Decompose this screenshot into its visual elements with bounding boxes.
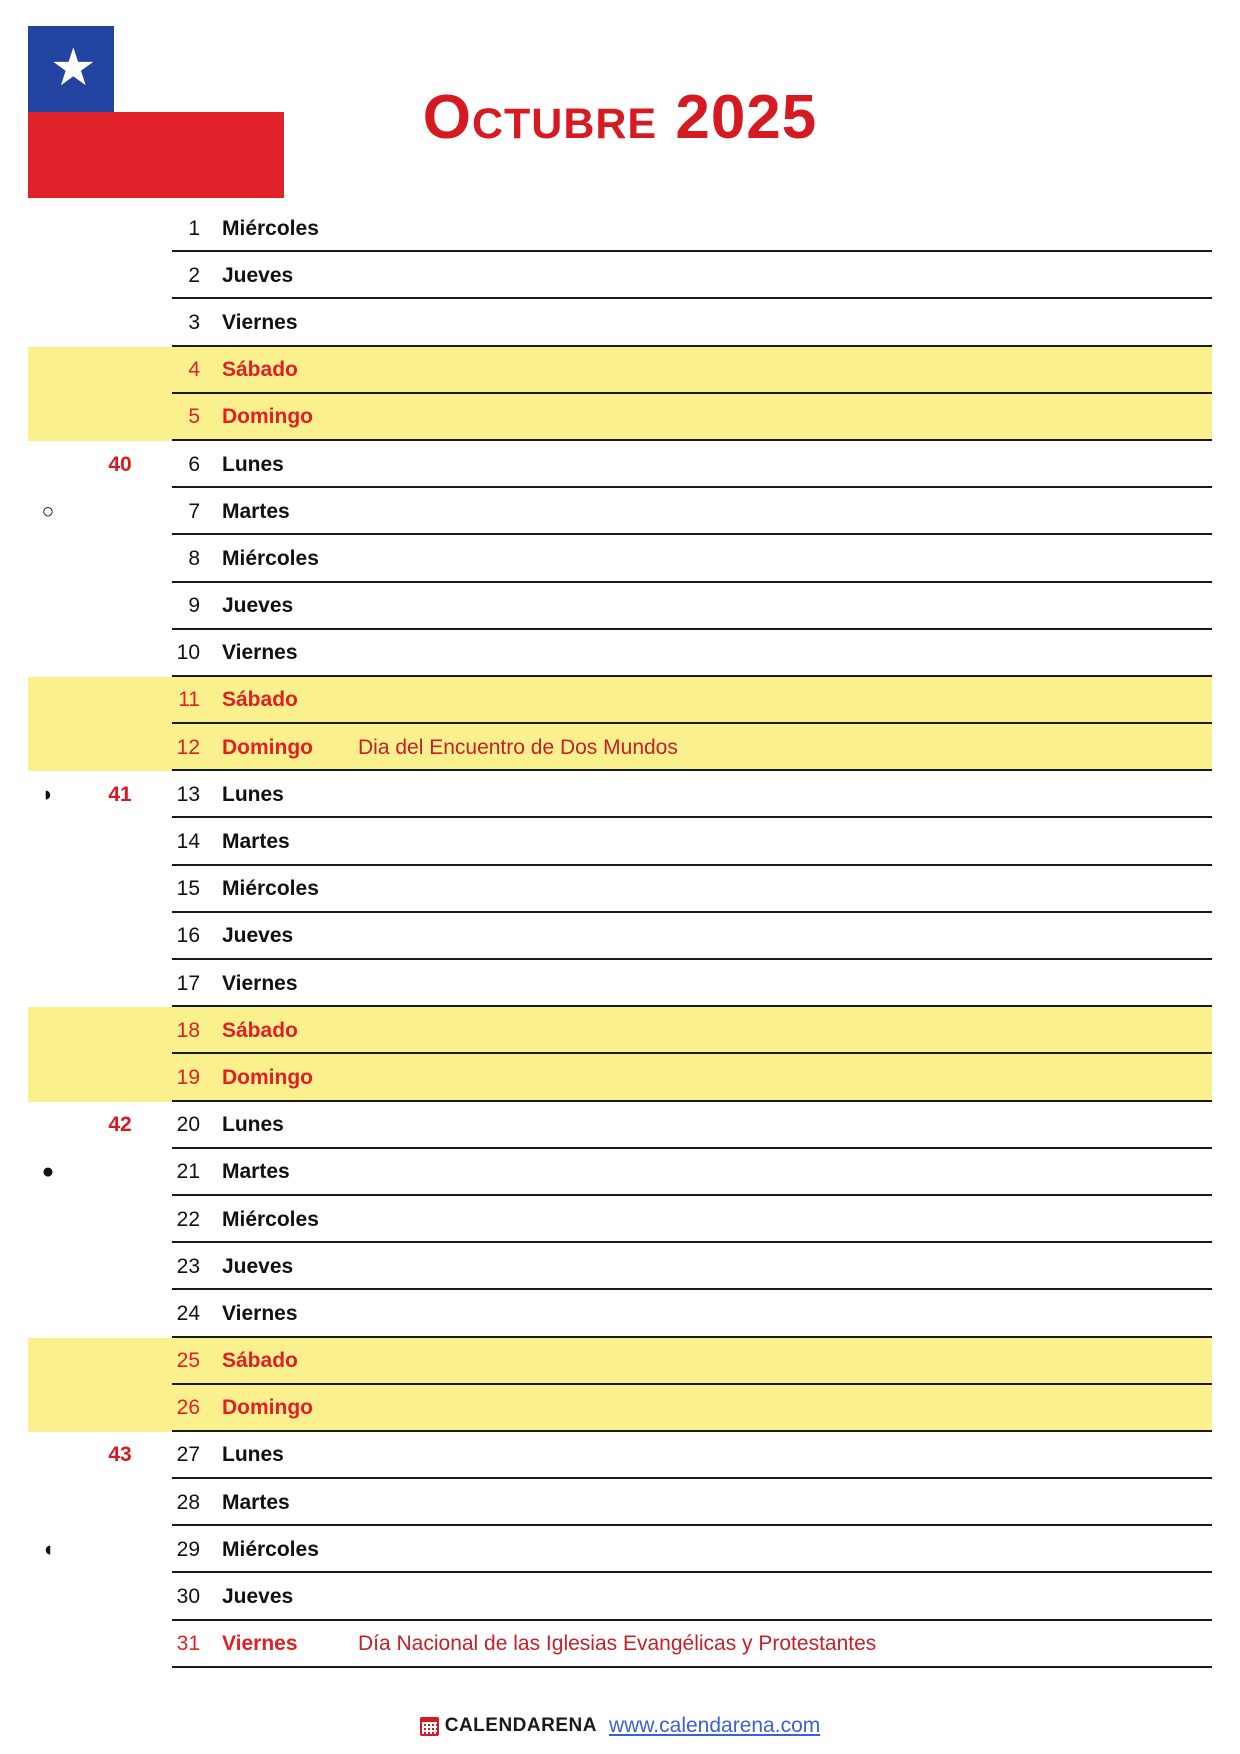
weekday-name: Domingo xyxy=(222,735,313,759)
weekday-name: Viernes xyxy=(222,1301,298,1325)
week-number xyxy=(90,299,150,346)
calendar-row xyxy=(0,960,1240,1007)
calendar-row xyxy=(0,630,1240,677)
weekday-name: Jueves xyxy=(222,1585,294,1609)
day-number: 28 xyxy=(176,1490,200,1514)
week-number xyxy=(90,1054,150,1101)
day-number: 12 xyxy=(176,735,200,759)
weekday-name: Miércoles xyxy=(222,1207,319,1231)
moon-phase-icon xyxy=(28,1385,68,1432)
holiday-note xyxy=(358,1526,1200,1573)
weekday-name: Viernes xyxy=(222,641,298,665)
week-number xyxy=(90,1196,150,1243)
holiday-note xyxy=(358,1149,1200,1196)
week-number xyxy=(90,1290,150,1337)
week-number xyxy=(90,252,150,299)
calendar-row xyxy=(0,205,1240,252)
day-number: 17 xyxy=(176,971,200,995)
holiday-note xyxy=(358,1479,1200,1526)
day-number: 22 xyxy=(176,1207,200,1231)
day-number: 7 xyxy=(188,499,200,523)
calendar-row xyxy=(0,818,1240,865)
holiday-note xyxy=(358,252,1200,299)
calendar-row xyxy=(0,1149,1240,1196)
week-number: 42 xyxy=(108,1113,132,1137)
moon-phase-icon xyxy=(28,299,68,346)
weekday-name: Sábado xyxy=(222,358,298,382)
moon-phase-icon xyxy=(28,347,68,394)
moon-phase-icon xyxy=(28,1432,68,1479)
week-number xyxy=(90,866,150,913)
holiday-note xyxy=(358,1338,1200,1385)
page-footer xyxy=(0,1714,1240,1738)
holiday-note xyxy=(358,1385,1200,1432)
week-number: 40 xyxy=(108,452,132,476)
calendar-row xyxy=(0,1621,1240,1668)
week-number: 41 xyxy=(108,782,132,806)
moon-phase-icon xyxy=(28,441,68,488)
moon-phase-icon xyxy=(28,205,68,252)
holiday-note xyxy=(358,960,1200,1007)
weekday-name: Jueves xyxy=(222,1254,294,1278)
holiday-note xyxy=(358,1432,1200,1479)
holiday-note xyxy=(358,535,1200,582)
week-number xyxy=(90,347,150,394)
weekday-name: Sábado xyxy=(222,1018,298,1042)
calendar-row xyxy=(0,1290,1240,1337)
holiday-note xyxy=(358,299,1200,346)
holiday-note xyxy=(358,441,1200,488)
calendar-row xyxy=(0,394,1240,441)
day-number: 16 xyxy=(176,924,200,948)
day-number: 23 xyxy=(176,1254,200,1278)
website-link[interactable]: www.calendarena.com xyxy=(608,1714,821,1737)
day-number: 3 xyxy=(188,310,200,334)
week-number xyxy=(90,630,150,677)
holiday-note xyxy=(358,394,1200,441)
day-number: 2 xyxy=(188,263,200,287)
calendar-row xyxy=(0,866,1240,913)
day-number: 31 xyxy=(176,1632,200,1656)
holiday-note xyxy=(358,818,1200,865)
calendar-row xyxy=(0,1573,1240,1620)
calendar-row xyxy=(0,1007,1240,1054)
day-number: 29 xyxy=(176,1537,200,1561)
weekday-name: Lunes xyxy=(222,452,284,476)
week-number xyxy=(90,1243,150,1290)
moon-phase-icon: ● xyxy=(41,1160,55,1184)
week-number xyxy=(90,1007,150,1054)
weekday-name: Martes xyxy=(222,499,290,523)
day-number: 9 xyxy=(188,594,200,618)
holiday-note xyxy=(358,488,1200,535)
moon-phase-icon xyxy=(28,1573,68,1620)
calendar-icon xyxy=(420,1717,439,1736)
weekday-name: Miércoles xyxy=(222,1537,319,1561)
day-number: 26 xyxy=(176,1396,200,1420)
week-number xyxy=(90,394,150,441)
moon-phase-icon xyxy=(28,1196,68,1243)
weekday-name: Martes xyxy=(222,1490,290,1514)
week-number xyxy=(90,1149,150,1196)
weekday-name: Viernes xyxy=(222,310,298,334)
week-number: 43 xyxy=(108,1443,132,1467)
day-number: 24 xyxy=(176,1301,200,1325)
moon-phase-icon xyxy=(28,677,68,724)
holiday-note xyxy=(358,583,1200,630)
calendar-row xyxy=(0,1102,1240,1149)
calendar-row xyxy=(0,1054,1240,1101)
moon-phase-icon xyxy=(28,1290,68,1337)
calendar-table xyxy=(0,205,1240,1668)
week-number xyxy=(90,818,150,865)
calendar-row xyxy=(0,724,1240,771)
moon-phase-icon xyxy=(28,724,68,771)
week-number xyxy=(90,1385,150,1432)
moon-phase-icon xyxy=(28,535,68,582)
week-number xyxy=(90,488,150,535)
weekday-name: Jueves xyxy=(222,263,294,287)
calendar-row xyxy=(0,535,1240,582)
moon-phase-icon xyxy=(28,1102,68,1149)
calendar-row xyxy=(0,913,1240,960)
calendar-row xyxy=(0,1338,1240,1385)
calendar-row xyxy=(0,771,1240,818)
holiday-note xyxy=(358,771,1200,818)
holiday-note xyxy=(358,1102,1200,1149)
holiday-note xyxy=(358,347,1200,394)
moon-phase-icon: ◖ xyxy=(41,1537,55,1561)
calendar-row xyxy=(0,252,1240,299)
moon-phase-icon: ○ xyxy=(41,499,55,523)
page-title: Octubre 2025 xyxy=(422,83,818,152)
day-number: 8 xyxy=(188,546,200,570)
day-number: 4 xyxy=(188,358,200,382)
week-number xyxy=(90,724,150,771)
weekday-name: Lunes xyxy=(222,782,284,806)
week-number xyxy=(90,1526,150,1573)
moon-phase-icon xyxy=(28,394,68,441)
holiday-note xyxy=(358,630,1200,677)
moon-phase-icon xyxy=(28,818,68,865)
day-number: 27 xyxy=(176,1443,200,1467)
holiday-note xyxy=(358,1243,1200,1290)
weekday-name: Domingo xyxy=(222,1396,313,1420)
day-number: 18 xyxy=(176,1018,200,1042)
weekday-name: Martes xyxy=(222,830,290,854)
weekday-name: Sábado xyxy=(222,1349,298,1373)
row-divider xyxy=(172,1666,1212,1668)
weekday-name: Domingo xyxy=(222,405,313,429)
day-number: 6 xyxy=(188,452,200,476)
brand-name: CALENDARENA xyxy=(444,1715,597,1736)
moon-phase-icon xyxy=(28,1007,68,1054)
day-number: 13 xyxy=(176,782,200,806)
weekday-name: Miércoles xyxy=(222,546,319,570)
day-number: 30 xyxy=(176,1585,200,1609)
moon-phase-icon xyxy=(28,1054,68,1101)
holiday-note xyxy=(358,1007,1200,1054)
weekday-name: Viernes xyxy=(222,971,298,995)
weekday-name: Viernes xyxy=(222,1632,298,1656)
day-number: 21 xyxy=(176,1160,200,1184)
calendar-row xyxy=(0,1385,1240,1432)
moon-phase-icon: ◗ xyxy=(41,782,55,806)
day-number: 25 xyxy=(176,1349,200,1373)
day-number: 10 xyxy=(176,641,200,665)
moon-phase-icon xyxy=(28,1338,68,1385)
day-number: 14 xyxy=(176,830,200,854)
day-number: 20 xyxy=(176,1113,200,1137)
week-number xyxy=(90,960,150,1007)
moon-phase-icon xyxy=(28,630,68,677)
holiday-note xyxy=(358,1196,1200,1243)
week-number xyxy=(90,913,150,960)
calendar-row xyxy=(0,1526,1240,1573)
day-number: 1 xyxy=(188,216,200,240)
holiday-note xyxy=(358,913,1200,960)
moon-phase-icon xyxy=(28,1621,68,1668)
calendar-row xyxy=(0,347,1240,394)
moon-phase-icon xyxy=(28,866,68,913)
brand-logo xyxy=(420,1715,597,1737)
star-icon: ★ xyxy=(50,39,97,97)
weekday-name: Jueves xyxy=(222,594,294,618)
moon-phase-icon xyxy=(28,583,68,630)
week-number xyxy=(90,1479,150,1526)
calendar-row xyxy=(0,1479,1240,1526)
holiday-note xyxy=(358,866,1200,913)
calendar-row xyxy=(0,299,1240,346)
moon-phase-icon xyxy=(28,1243,68,1290)
calendar-row xyxy=(0,1196,1240,1243)
weekday-name: Lunes xyxy=(222,1443,284,1467)
moon-phase-icon xyxy=(28,1479,68,1526)
holiday-note: Dia del Encuentro de Dos Mundos xyxy=(358,735,678,759)
moon-phase-icon xyxy=(28,913,68,960)
holiday-note xyxy=(358,1290,1200,1337)
weekday-name: Lunes xyxy=(222,1113,284,1137)
week-number xyxy=(90,535,150,582)
calendar-row xyxy=(0,583,1240,630)
holiday-note xyxy=(358,1573,1200,1620)
weekday-name: Martes xyxy=(222,1160,290,1184)
calendar-row xyxy=(0,488,1240,535)
moon-phase-icon xyxy=(28,252,68,299)
day-number: 15 xyxy=(176,877,200,901)
weekday-name: Miércoles xyxy=(222,877,319,901)
day-number: 19 xyxy=(176,1065,200,1089)
calendar-row xyxy=(0,1432,1240,1479)
week-number xyxy=(90,677,150,724)
weekday-name: Sábado xyxy=(222,688,298,712)
weekday-name: Miércoles xyxy=(222,216,319,240)
page-header xyxy=(0,0,1240,205)
week-number xyxy=(90,1573,150,1620)
calendar-row xyxy=(0,1243,1240,1290)
moon-phase-icon xyxy=(28,960,68,1007)
week-number xyxy=(90,583,150,630)
weekday-name: Domingo xyxy=(222,1065,313,1089)
calendar-row xyxy=(0,677,1240,724)
day-number: 5 xyxy=(188,405,200,429)
holiday-note xyxy=(358,1054,1200,1101)
weekday-name: Jueves xyxy=(222,924,294,948)
holiday-note: Día Nacional de las Iglesias Evangélicas y Protestantes xyxy=(358,1632,877,1656)
day-number: 11 xyxy=(178,688,200,712)
week-number xyxy=(90,1338,150,1385)
week-number xyxy=(90,1621,150,1668)
week-number xyxy=(90,205,150,252)
holiday-note xyxy=(358,677,1200,724)
calendar-row xyxy=(0,441,1240,488)
holiday-note xyxy=(358,205,1200,252)
